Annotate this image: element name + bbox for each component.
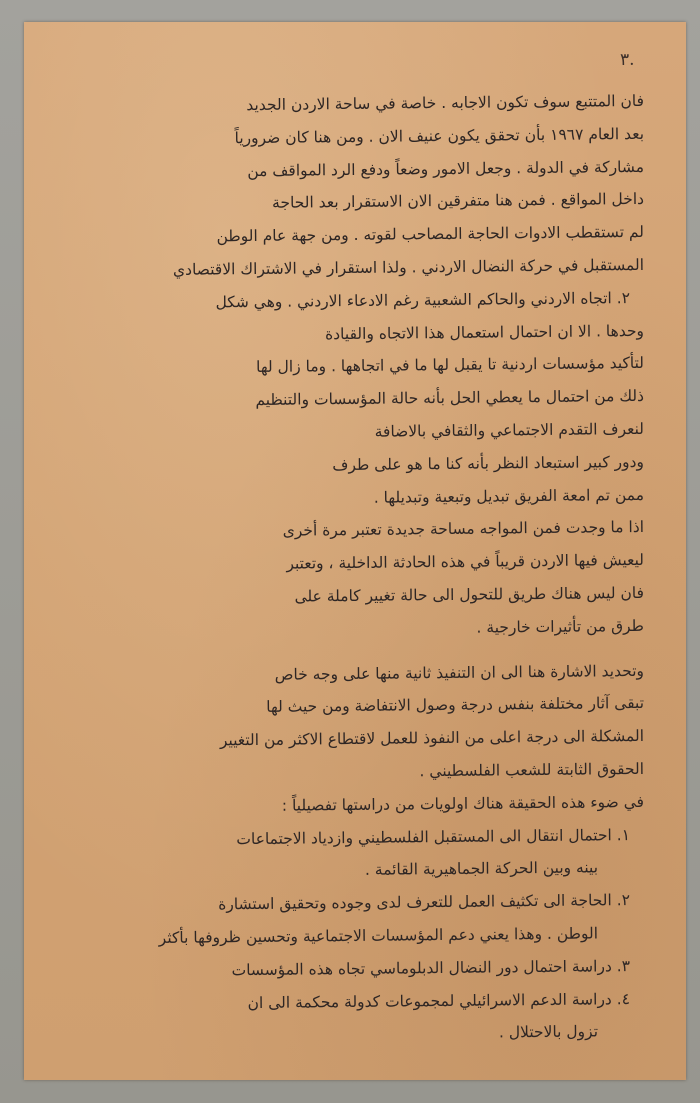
paragraph-3-list xyxy=(54,789,644,1051)
text-line: وحدها . الا ان احتمال استعمال هذا الاتجاه والقيادة xyxy=(325,321,645,343)
text-line: لم تستقطب الادوات الحاجة المصاحب لقوته . ومن جهة عام الوطن xyxy=(216,223,645,246)
text-line: تبقى آثار مختلفة بنفس درجة وصول الانتفاضة ومن حيث لها xyxy=(266,694,645,717)
text-line: لتأكيد مؤسسات اردنية تا يقبل لها ما في اتجاهها . وما زال لها xyxy=(256,354,645,377)
list-item-continuation: تزول بالاحتلال . xyxy=(498,1022,599,1042)
text-line: بعد العام ١٩٦٧ بأن تحقق يكون عنيف الان . ومن هنا كان ضرورياً xyxy=(234,124,645,147)
text-line: لنعرف التقدم الاجتماعي والثقافي بالاضافة xyxy=(374,419,645,441)
text-line: اذا ما وجدت فمن المواجه مساحة جديدة تعتبر مرة أخرى xyxy=(282,518,645,541)
list-item: ٤. دراسة الدعم الاسرائيلي لمجموعات كدولة محكمة الى ان xyxy=(247,989,631,1012)
page-number: ٣. xyxy=(620,50,635,70)
list-item-continuation: بينه وبين الحركة الجماهيرية القائمة . xyxy=(364,858,599,880)
text-line: ودور كبير استبعاد النظر بأنه كنا ما هو على طرف xyxy=(332,452,645,474)
document-page xyxy=(24,22,686,1080)
paragraph-1 xyxy=(54,88,644,646)
handwritten-text-block xyxy=(54,88,644,1051)
text-line: المشكلة الى درجة اعلى من النفوذ للعمل لاقتطاع الاكثر من التغيير xyxy=(219,727,645,750)
text-line: مشاركة في الدولة . وجعل الامور وضعاً ودفع الرد المواقف من xyxy=(247,157,645,180)
text-line: ليعيش فيها الاردن قريباً في هذه الحادثة الداخلية ، وتعتبر xyxy=(286,551,645,573)
text-line: ذلك من احتمال ما يعطي الحل بأنه حالة المؤسسات والتنظيم xyxy=(255,387,645,410)
list-intro-line: في ضوء هذه الحقيقة هناك اولويات من دراستها تفصيلياً : xyxy=(281,792,645,815)
text-line: الحقوق الثابتة للشعب الفلسطيني . xyxy=(419,759,645,781)
text-line: فان المتتبع سوف تكون الاجابه . خاصة في ساحة الاردن الجديد xyxy=(246,91,645,115)
paragraph-2 xyxy=(54,658,644,789)
list-item: ٣. دراسة احتمال دور النضال الدبلوماسي تجاه هذه المؤسسات xyxy=(231,956,631,979)
text-line: داخل المواقع . فمن هنا متفرقين الان الاستقرار بعد الحاجة xyxy=(272,190,645,213)
text-line: ٢. اتجاه الاردني والحاكم الشعبية رغم الادعاء الاردني . وهي شكل xyxy=(215,288,631,312)
text-line: ممن تم امعة الفريق تبديل وتبعية وتبديلها . xyxy=(373,485,645,507)
text-line: فان ليس هناك طريق للتحول الى حالة تغيير كاملة على xyxy=(294,583,645,606)
list-item: ١. احتمال انتقال الى المستقبل الفلسطيني وازدياد الاجتماعات xyxy=(236,825,631,848)
text-line: وتحديد الاشارة هنا الى ان التنفيذ ثانية منها على وجه خاص xyxy=(274,661,645,684)
text-line: طرق من تأثيرات خارجية . xyxy=(476,616,645,637)
text-line: المستقبل في حركة النضال الاردني . ولذا استقرار في الاشتراك الاقتصادي xyxy=(172,255,645,279)
list-item: ٢. الحاجة الى تكثيف العمل للتعرف لدى وجوده وتحقيق استشارة xyxy=(218,891,631,914)
list-item-continuation: الوطن . وهذا يعني دعم المؤسسات الاجتماعية وتحسين ظروفها بأكثر xyxy=(158,924,599,947)
